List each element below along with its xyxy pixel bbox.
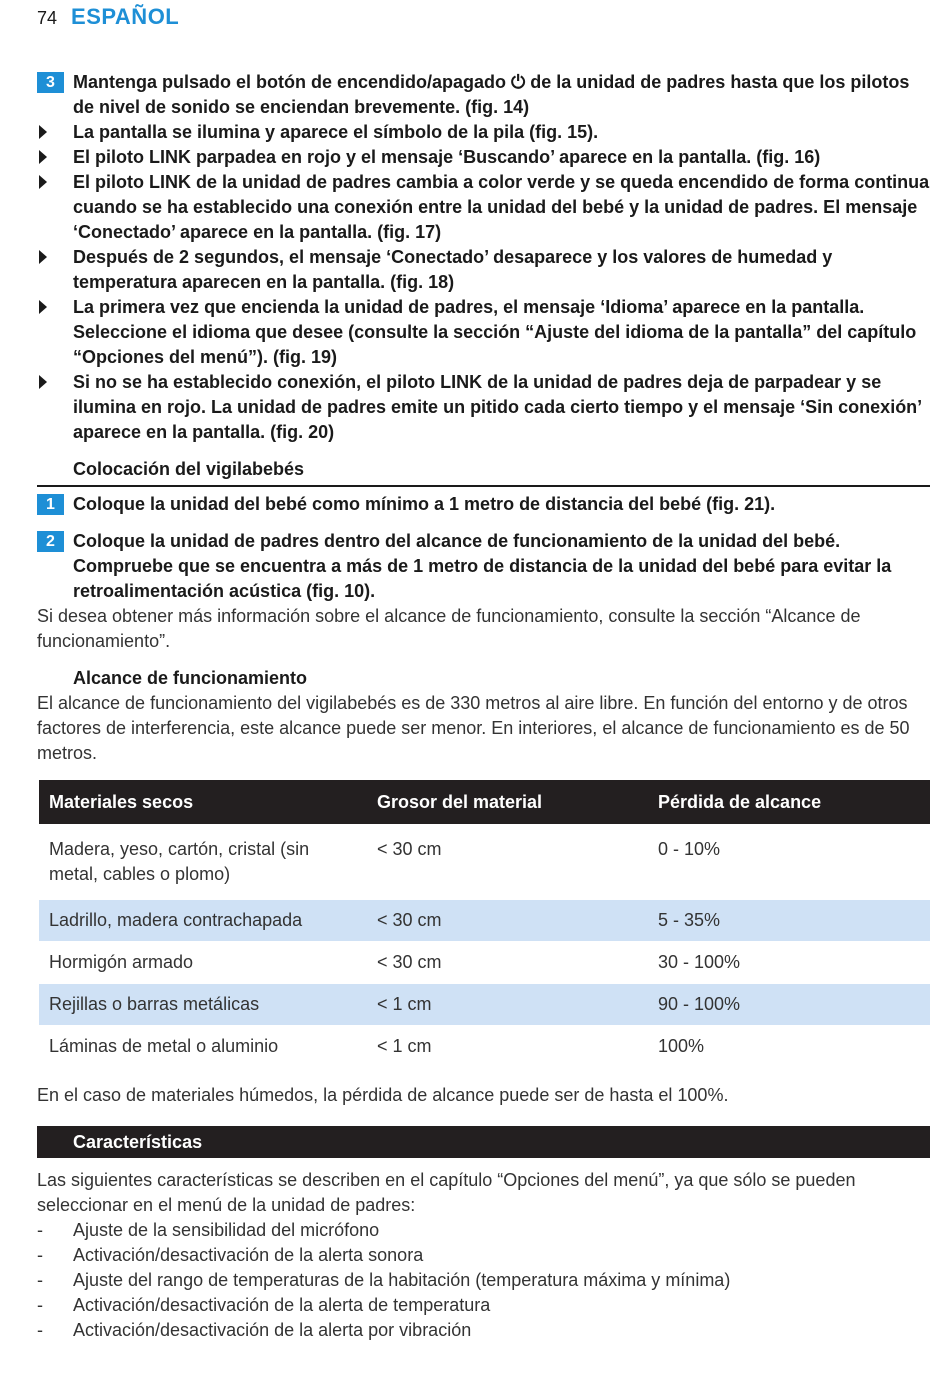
list-item-text: Activación/desactivación de la alerta sonora xyxy=(73,1245,424,1265)
dash-marker: - xyxy=(37,1245,43,1265)
list-item xyxy=(37,1218,930,1243)
material-cell: Rejillas o barras metálicas xyxy=(39,984,367,1026)
step-item xyxy=(37,529,930,604)
section-divider xyxy=(37,485,930,487)
list-item-text: Activación/desactivación de la alerta de temperatura xyxy=(73,1295,491,1315)
column-header: Pérdida de alcance xyxy=(648,780,930,825)
features-list xyxy=(37,1218,930,1343)
table-row xyxy=(39,900,930,942)
loss-cell: 5 - 35% xyxy=(648,900,930,942)
range-heading: Alcance de funcionamiento xyxy=(73,668,308,688)
features-intro: Las siguientes características se describen en el capítulo “Opciones del menú”, ya que sólo se pueden seleccionar en el menú de la unidad de padres: xyxy=(37,1170,856,1215)
list-item xyxy=(37,1268,930,1293)
loss-cell: 0 - 10% xyxy=(648,825,930,900)
bullet-arrow-icon xyxy=(39,300,47,314)
list-item-text: Ajuste de la sensibilidad del micrófono xyxy=(73,1220,380,1240)
list-item xyxy=(37,1318,930,1343)
thickness-cell: < 30 cm xyxy=(367,825,648,900)
material-cell: Hormigón armado xyxy=(39,942,367,984)
material-cell: Madera, yeso, cartón, cristal (sin metal, cables o plomo) xyxy=(39,825,367,900)
thickness-cell: < 1 cm xyxy=(367,1026,648,1068)
bullet-arrow-icon xyxy=(39,375,47,389)
bullet-item xyxy=(37,145,930,170)
bullet-item xyxy=(37,170,930,245)
table-row xyxy=(39,825,930,900)
humid-note: En el caso de materiales húmedos, la pérdida de alcance puede ser de hasta el 100%. xyxy=(37,1085,729,1105)
bullet-arrow-icon xyxy=(39,125,47,139)
bullet-arrow-icon xyxy=(39,175,47,189)
step-number-badge: 2 xyxy=(37,531,64,552)
material-cell: Láminas de metal o aluminio xyxy=(39,1026,367,1068)
range-table xyxy=(39,780,930,1067)
bullet-item xyxy=(37,295,930,370)
features-heading: Características xyxy=(37,1126,930,1158)
step-item xyxy=(37,70,930,120)
column-header: Materiales secos xyxy=(39,780,367,825)
dash-marker: - xyxy=(37,1295,43,1315)
step-number-badge: 3 xyxy=(37,72,64,93)
bullet-arrow-icon xyxy=(39,250,47,264)
dash-marker: - xyxy=(37,1270,43,1290)
bullet-text: La primera vez que encienda la unidad de padres, el mensaje ‘Idioma’ aparece en la pantalla. Seleccione el idioma que desee (consulte la sección “Ajuste del idioma de la pantalla” del capítulo “Opciones del menú”). (fig. 19) xyxy=(73,297,917,367)
language-title: ESPAÑOL xyxy=(71,4,180,29)
thickness-cell: < 30 cm xyxy=(367,942,648,984)
page-number: 74 xyxy=(37,8,58,28)
bullet-text: La pantalla se ilumina y aparece el símbolo de la pila (fig. 15). xyxy=(73,122,599,142)
step-text: Mantenga pulsado el botón de encendido/apagado ⏻ de la unidad de padres hasta que los pilotos de nivel de sonido se enciendan brevemente. (fig. 14) xyxy=(73,72,910,117)
list-item xyxy=(37,1243,930,1268)
step-text: Coloque la unidad del bebé como mínimo a 1 metro de distancia del bebé (fig. 21). xyxy=(73,494,776,514)
placement-heading: Colocación del vigilabebés xyxy=(73,459,305,479)
step-text: Coloque la unidad de padres dentro del alcance de funcionamiento de la unidad del bebé. Compruebe que se encuentra a más de 1 metro de distancia de la unidad del bebé para evitar la retroalimentación acústica (fig. 10). xyxy=(73,531,892,601)
loss-cell: 30 - 100% xyxy=(648,942,930,984)
placement-note: Si desea obtener más información sobre el alcance de funcionamiento, consulte la sección “Alcance de funcionamiento”. xyxy=(37,606,861,651)
table-row xyxy=(39,942,930,984)
step-item xyxy=(37,492,930,517)
loss-cell: 90 - 100% xyxy=(648,984,930,1026)
bullet-text: Después de 2 segundos, el mensaje ‘Conectado’ desaparece y los valores de humedad y temperatura aparecen en la pantalla. (fig. 18) xyxy=(73,247,833,292)
step-number-badge: 1 xyxy=(37,494,64,515)
thickness-cell: < 1 cm xyxy=(367,984,648,1026)
bullet-item xyxy=(37,370,930,445)
loss-cell: 100% xyxy=(648,1026,930,1068)
page-header xyxy=(37,4,179,34)
list-item-text: Ajuste del rango de temperaturas de la habitación (temperatura máxima y mínima) xyxy=(73,1270,731,1290)
bullet-item xyxy=(37,245,930,295)
range-intro: El alcance de funcionamiento del vigilabebés es de 330 metros al aire libre. En función del entorno y de otros factores de interferencia, este alcance puede ser menor. En interiores, el alcance de funcionamiento es de 50 metros. xyxy=(37,693,910,763)
bullet-text: El piloto LINK parpadea en rojo y el mensaje ‘Buscando’ aparece en la pantalla. (fig. 16) xyxy=(73,147,821,167)
column-header: Grosor del material xyxy=(367,780,648,825)
table-header-row xyxy=(39,780,930,825)
bullet-text: El piloto LINK de la unidad de padres cambia a color verde y se queda encendido de forma continua cuando se ha establecido una conexión entre la unidad del bebé y la unidad de padres. El mensaje ‘Conectado’ aparece en la pantalla. (fig. 17) xyxy=(73,172,930,242)
dash-marker: - xyxy=(37,1220,43,1240)
table-row xyxy=(39,984,930,1026)
thickness-cell: < 30 cm xyxy=(367,900,648,942)
list-item xyxy=(37,1293,930,1318)
bullet-text: Si no se ha establecido conexión, el piloto LINK de la unidad de padres deja de parpadear y se ilumina en rojo. La unidad de padres emite un pitido cada cierto tiempo y el mensaje ‘Sin conexión’ aparece en la pantalla. (fig. 20) xyxy=(73,372,922,442)
page-content xyxy=(37,70,930,1343)
bullet-arrow-icon xyxy=(39,150,47,164)
bullet-item xyxy=(37,120,930,145)
list-item-text: Activación/desactivación de la alerta por vibración xyxy=(73,1320,472,1340)
material-cell: Ladrillo, madera contrachapada xyxy=(39,900,367,942)
dash-marker: - xyxy=(37,1320,43,1340)
startup-steps xyxy=(37,70,930,445)
table-row xyxy=(39,1026,930,1068)
